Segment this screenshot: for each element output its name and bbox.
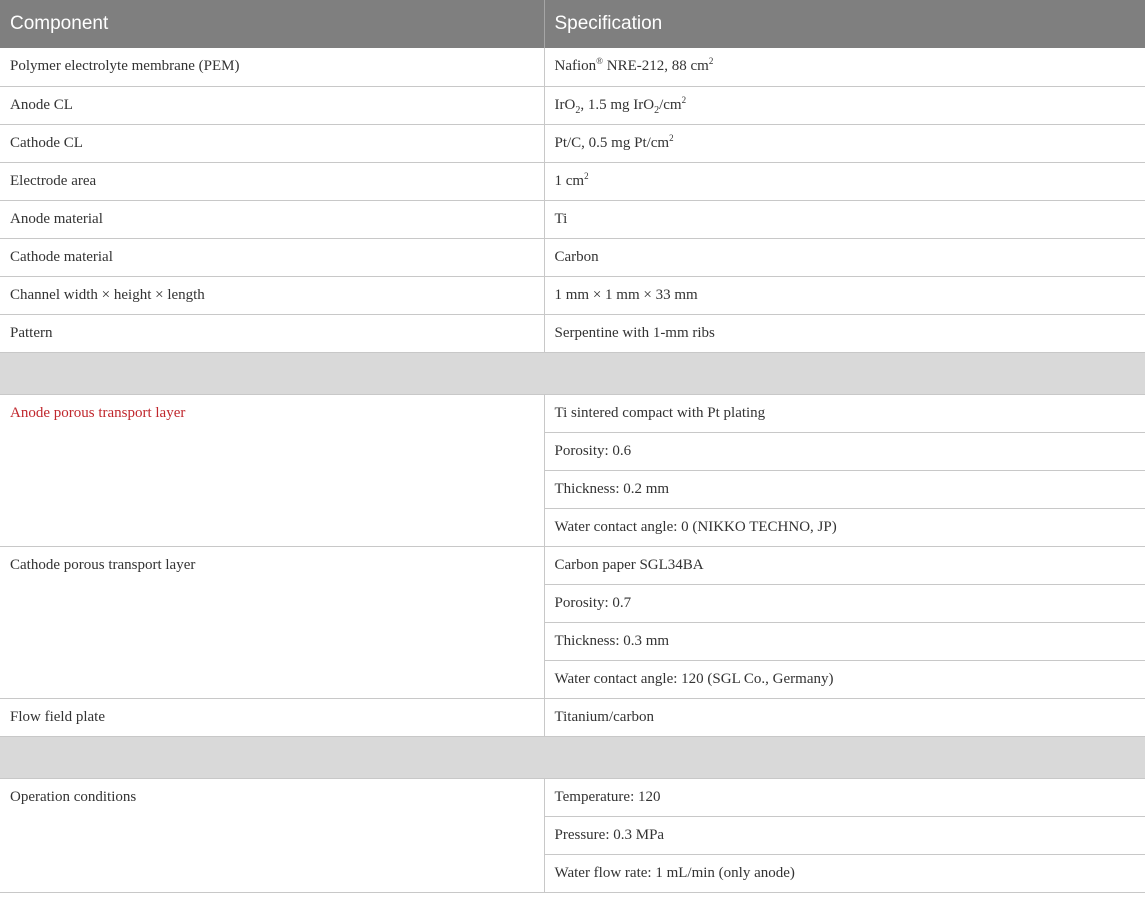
- header-component: Component: [0, 0, 544, 48]
- table-row: [0, 698, 1145, 736]
- spec-text: NRE-212, 88 cm: [603, 58, 709, 75]
- spec-sub: 2: [654, 104, 660, 116]
- cell-spec: Porosity: 0.6: [544, 432, 1145, 470]
- cell-component: Anode CL: [0, 86, 544, 124]
- table-row: [0, 778, 1145, 816]
- cell-spec: Pressure: 0.3 MPa: [544, 816, 1145, 854]
- cell-spec: Water contact angle: 120 (SGL Co., Germany): [544, 660, 1145, 698]
- cell-spec: Water contact angle: 0 (NIKKO TECHNO, JP): [544, 508, 1145, 546]
- cell-component: Cathode material: [0, 238, 544, 276]
- spec-sup: ®: [596, 56, 603, 67]
- cell-spec: Ti sintered compact with Pt plating: [544, 394, 1145, 432]
- table-row: [0, 124, 1145, 162]
- cell-component: Anode material: [0, 200, 544, 238]
- cell-component: Cathode porous transport layer: [0, 546, 544, 698]
- cell-spec: [544, 124, 1145, 162]
- cell-spec: Water flow rate: 1 mL/min (only anode): [544, 854, 1145, 892]
- table-header-row: [0, 0, 1145, 48]
- cell-spec: [544, 162, 1145, 200]
- table-row: [0, 162, 1145, 200]
- cell-spec: [544, 48, 1145, 86]
- spec-text: /cm: [659, 96, 682, 113]
- table-row: [0, 48, 1145, 86]
- spec-sup: 2: [708, 56, 714, 67]
- cell-component: Electrode area: [0, 162, 544, 200]
- cell-spec: Porosity: 0.7: [544, 584, 1145, 622]
- cell-spec: [544, 86, 1145, 124]
- cell-spec: Carbon: [544, 238, 1145, 276]
- spec-text: Pt/C, 0.5 mg Pt/cm: [554, 134, 670, 151]
- cell-component: Flow field plate: [0, 698, 544, 736]
- cell-component-highlighted: Anode porous transport layer: [0, 394, 544, 546]
- cell-spec: Ti: [544, 200, 1145, 238]
- spec-text: , 1.5 mg IrO: [580, 96, 655, 113]
- header-specification: Specification: [544, 0, 1145, 48]
- spec-text: 1 cm: [554, 172, 585, 189]
- spec-sup: 2: [669, 132, 674, 143]
- cell-spec: Carbon paper SGL34BA: [544, 546, 1145, 584]
- spec-sup: 2: [584, 170, 589, 181]
- separator-row: [0, 736, 1145, 778]
- table-row: [0, 86, 1145, 124]
- table-row: [0, 394, 1145, 432]
- cell-spec: Temperature: 120: [544, 778, 1145, 816]
- separator-cell: [0, 736, 1145, 778]
- separator-cell: [0, 352, 1145, 394]
- separator-row: [0, 352, 1145, 394]
- spec-sub: 2: [575, 104, 581, 116]
- table-row: [0, 276, 1145, 314]
- cell-spec: 1 mm × 1 mm × 33 mm: [544, 276, 1145, 314]
- cell-spec: Titanium/carbon: [544, 698, 1145, 736]
- table-row: [0, 314, 1145, 352]
- cell-spec: Thickness: 0.2 mm: [544, 470, 1145, 508]
- table-row: [0, 238, 1145, 276]
- cell-spec: Thickness: 0.3 mm: [544, 622, 1145, 660]
- table-row: [0, 546, 1145, 584]
- cell-component: Cathode CL: [0, 124, 544, 162]
- spec-sup: 2: [681, 94, 687, 105]
- cell-component: Pattern: [0, 314, 544, 352]
- spec-text: IrO: [554, 96, 576, 113]
- table-row: [0, 200, 1145, 238]
- spec-text: Nafion: [554, 58, 597, 75]
- cell-spec: Serpentine with 1-mm ribs: [544, 314, 1145, 352]
- cell-component: Operation conditions: [0, 778, 544, 892]
- cell-component: Polymer electrolyte membrane (PEM): [0, 48, 544, 86]
- cell-component: Channel width × height × length: [0, 276, 544, 314]
